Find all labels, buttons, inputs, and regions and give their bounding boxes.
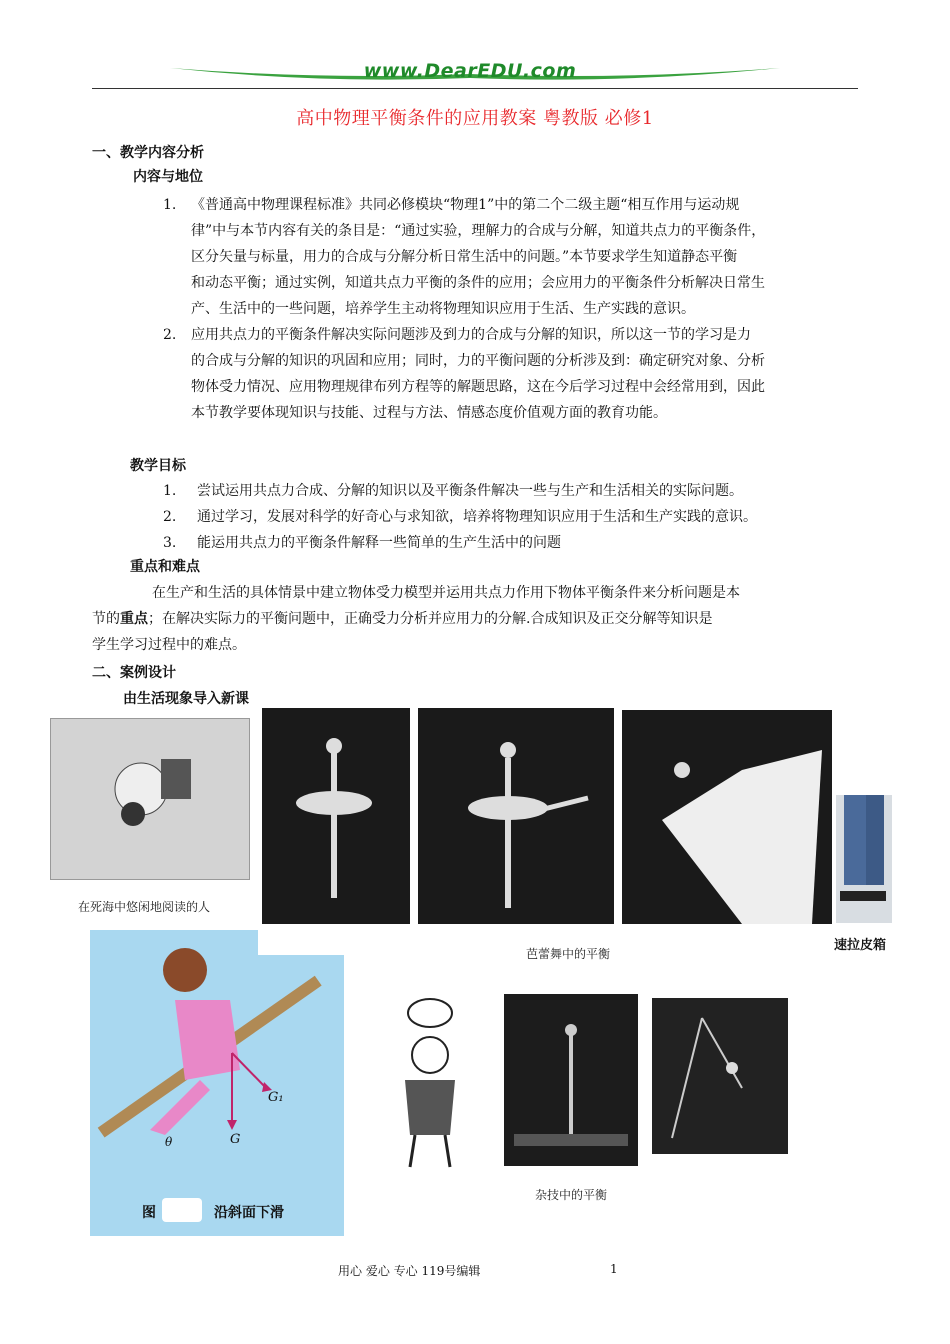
inline-text: 节的 (92, 611, 120, 627)
text-line: 和动态平衡；通过实例，知道共点力平衡的条件的应用；会应用力的平衡条件分析解决日常生 (191, 275, 765, 291)
figure-caption: 杂技中的平衡 (535, 1188, 608, 1202)
deadsea-photo (50, 718, 250, 880)
text-line: 在生产和生活的具体情景中建立物体受力模型并运用共点力作用下物体平衡条件来分析问题是本 (152, 585, 740, 601)
text-line: 律”中与本节内容有关的条目是：“通过实验，理解力的合成与分解，知道共点力的平衡条件， (191, 223, 766, 239)
ballet-photo-2 (418, 708, 614, 924)
figure-caption: 芭蕾舞中的平衡 (526, 947, 611, 961)
paragraph (191, 322, 871, 426)
text-line: 本节教学要体现知识与技能、过程与方法、情感态度价值观方面的教育功能。 (191, 405, 667, 421)
acrobat-photo-2 (652, 998, 788, 1154)
emphasis-text: 重点 (120, 611, 148, 627)
list-number: 2. (163, 327, 177, 343)
acrobat-photo-1 (504, 994, 638, 1166)
goal-text: 通过学习，发展对科学的好奇心与求知欲，培养将物理知识应用于生活和生产实践的意识。 (197, 509, 757, 525)
force-label-g1: G₁ (268, 1090, 284, 1105)
acrobat-drawing (370, 995, 492, 1171)
text-line: 应用共点力的平衡条件解决实际问题涉及到力的合成与分解的知识，所以这一节的学习是力 (191, 327, 751, 343)
angle-label: θ (165, 1135, 173, 1149)
section-heading: 一、教学内容分析 (92, 145, 204, 161)
list-number: 2. (163, 509, 177, 525)
header-divider (92, 88, 858, 89)
page-number: 1 (610, 1262, 618, 1276)
subheading: 内容与地位 (133, 169, 203, 185)
text-line (92, 606, 872, 632)
goal-text: 能运用共点力的平衡条件解释一些简单的生产生活中的问题 (197, 535, 561, 551)
suitcase-photo (836, 795, 892, 923)
subheading: 教学目标 (130, 458, 186, 474)
subheading: 重点和难点 (130, 559, 200, 575)
text-line: 产、生活中的一些问题，培养学生主动将物理知识应用于生活、生产实践的意识。 (191, 301, 695, 317)
footer-text: 用心 爱心 专心 119号编辑 (338, 1264, 481, 1278)
page-title: 高中物理平衡条件的应用教案 粤教版 必修1 (296, 108, 654, 129)
text-line: 物体受力情况、应用物理规律布列方程等的解题思路，这在今后学习过程中会经常用到，因此 (191, 379, 765, 395)
key-paragraph (92, 580, 872, 658)
incline-diagram (90, 930, 344, 1236)
ballet-photo-3 (622, 710, 832, 924)
paragraph (191, 192, 871, 322)
figure-caption-prefix: 图 (142, 1205, 156, 1221)
text-line: 的合成与分解的知识的巩固和应用；同时，力的平衡问题的分析涉及到：确定研究对象、分析 (191, 353, 765, 369)
figure-caption: 速拉皮箱 (834, 938, 887, 953)
force-label-g: G (230, 1132, 241, 1147)
list-number: 1. (163, 197, 177, 213)
ballet-photo-1 (262, 708, 410, 924)
figure-caption: 在死海中悠闲地阅读的人 (78, 900, 211, 914)
inline-text: ；在解决实际力的平衡问题中，正确受力分析并应用力的分解.合成知识及正交分解等知识是 (148, 611, 713, 627)
list-number: 1. (163, 483, 177, 499)
list-number: 3. (163, 535, 177, 551)
site-logo[interactable]: www.DearEDU.com (363, 60, 577, 82)
figure-caption: 沿斜面下滑 (214, 1205, 284, 1221)
text-line: 学生学习过程中的难点。 (92, 637, 246, 653)
reader-illustration (51, 719, 249, 879)
section-heading: 二、案例设计 (92, 665, 176, 681)
text-line: 《普通高中物理课程标准》共同必修模块“物理1”中的第二个二级主题“相互作用与运动规 (191, 197, 740, 213)
subheading: 由生活现象导入新课 (123, 691, 249, 707)
text-line: 区分矢量与标量，用力的合成与分解分析日常生活中的问题。”本节要求学生知道静态平衡 (191, 249, 738, 265)
goal-text: 尝试运用共点力合成、分解的知识以及平衡条件解决一些与生产和生活相关的实际问题。 (197, 483, 743, 499)
incline-slide-figure (90, 930, 344, 1236)
